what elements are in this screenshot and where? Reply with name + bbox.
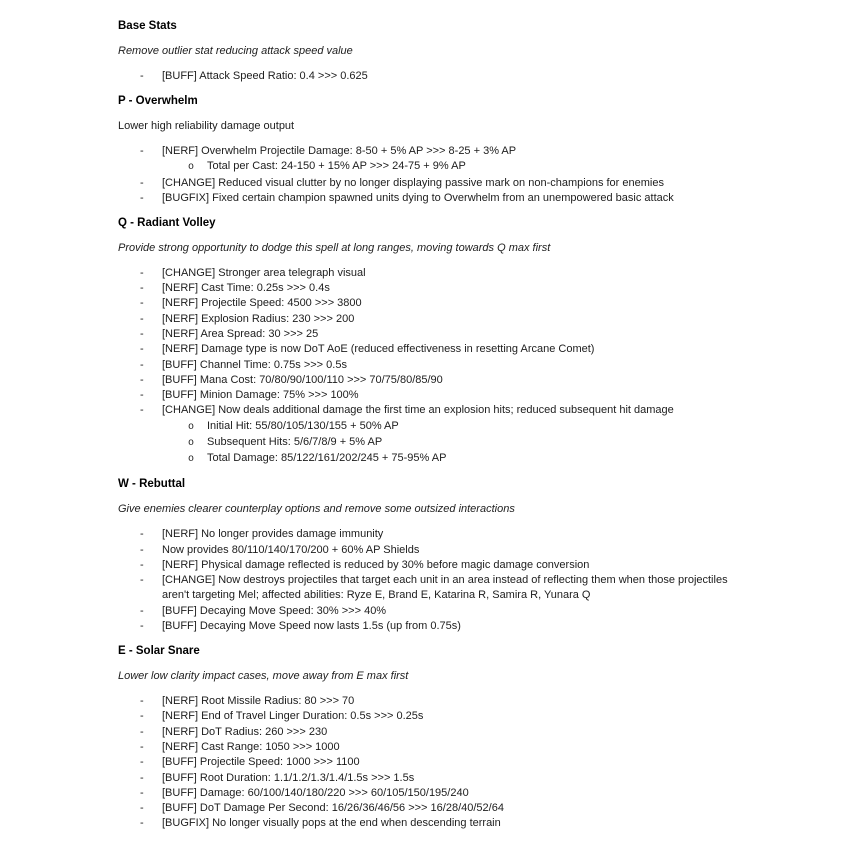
item-text: Subsequent Hits: 5/6/7/8/9 + 5% AP	[207, 436, 383, 449]
item-text: [NERF] Overwhelm Projectile Damage: 8-50 + 5% AP >>> 8-25 + 3% AP	[162, 144, 517, 157]
change-item	[118, 191, 738, 206]
change-item	[118, 771, 738, 786]
change-item	[118, 176, 738, 191]
section-summary: Remove outlier stat reducing attack speed value	[118, 44, 353, 57]
change-item	[118, 543, 738, 558]
bullet-marker: -	[140, 282, 144, 295]
change-item	[118, 388, 738, 403]
section-summary: Give enemies clearer counterplay options and remove some outsized interactions	[118, 503, 515, 516]
bullet-marker: o	[188, 454, 195, 466]
change-item	[118, 816, 738, 831]
change-item	[118, 740, 738, 755]
change-item	[118, 725, 738, 740]
change-item	[118, 266, 738, 281]
item-text: [CHANGE] Now deals additional damage the first time an explosion hits; reduced subsequent hit damage	[162, 404, 674, 417]
bullet-marker: -	[140, 543, 144, 556]
bullet-marker: -	[140, 266, 144, 279]
item-text: [BUGFIX] Fixed certain champion spawned units dying to Overwhelm from an unempowered basic attack	[162, 191, 674, 204]
bullet-marker: -	[140, 176, 144, 189]
change-list	[118, 69, 738, 84]
item-text: [NERF] Damage type is now DoT AoE (reduced effectiveness in resetting Arcane Comet)	[162, 343, 595, 356]
change-item	[118, 419, 738, 435]
change-item	[118, 296, 738, 311]
bullet-marker: -	[140, 358, 144, 371]
change-item	[118, 373, 738, 388]
patch-section	[118, 19, 738, 84]
patch-section	[118, 644, 738, 832]
item-text: [BUFF] Decaying Move Speed now lasts 1.5s (up from 0.75s)	[162, 620, 461, 633]
item-text: [BUFF] Projectile Speed: 1000 >>> 1100	[162, 756, 360, 769]
item-text: Now provides 80/110/140/170/200 + 60% AP Shields	[162, 543, 420, 556]
change-item	[118, 451, 738, 467]
change-item	[118, 312, 738, 327]
bullet-marker: -	[140, 327, 144, 340]
item-text: [NERF] No longer provides damage immunity	[162, 528, 384, 541]
item-text: [NERF] Explosion Radius: 230 >>> 200	[162, 312, 355, 325]
change-item	[118, 342, 738, 357]
bullet-marker: -	[140, 725, 144, 738]
change-item	[118, 358, 738, 373]
change-item	[118, 527, 738, 542]
change-item	[118, 403, 738, 418]
change-item	[118, 144, 738, 159]
change-item	[118, 604, 738, 619]
bullet-marker: -	[140, 297, 144, 310]
bullet-marker: -	[140, 786, 144, 799]
change-item	[118, 755, 738, 770]
bullet-marker: -	[140, 558, 144, 571]
item-text: [NERF] Area Spread: 30 >>> 25	[162, 327, 319, 340]
item-text: [BUFF] Minion Damage: 75% >>> 100%	[162, 389, 359, 402]
item-text: [NERF] Cast Range: 1050 >>> 1000	[162, 740, 340, 753]
item-text: [NERF] Cast Time: 0.25s >>> 0.4s	[162, 282, 330, 295]
item-text: Total Damage: 85/122/161/202/245 + 75-95% AP	[207, 452, 447, 465]
bullet-marker: -	[140, 373, 144, 386]
item-text: [NERF] Projectile Speed: 4500 >>> 3800	[162, 297, 362, 310]
item-text: [CHANGE] Reduced visual clutter by no longer displaying passive mark on non-champions for enemies	[162, 176, 664, 189]
section-summary: Lower high reliability damage output	[118, 119, 295, 132]
item-text: [NERF] Physical damage reflected is reduced by 30% before magic damage conversion	[162, 558, 590, 571]
change-list	[118, 694, 738, 832]
bullet-marker: -	[140, 802, 144, 815]
item-text: [CHANGE] Stronger area telegraph visual	[162, 266, 366, 279]
bullet-marker: -	[140, 343, 144, 356]
bullet-marker: o	[188, 421, 195, 433]
bullet-marker: o	[188, 438, 195, 450]
bullet-marker: -	[140, 620, 144, 633]
bullet-marker: -	[140, 69, 144, 82]
patch-notes	[118, 19, 738, 841]
item-text: [BUFF] Channel Time: 0.75s >>> 0.5s	[162, 358, 347, 371]
bullet-marker: -	[140, 389, 144, 402]
item-text: [NERF] DoT Radius: 260 >>> 230	[162, 725, 328, 738]
section-title: Q - Radiant Volley	[118, 216, 216, 229]
item-text: [BUFF] Damage: 60/100/140/180/220 >>> 60/105/150/195/240	[162, 786, 469, 799]
bullet-marker: -	[140, 695, 144, 708]
bullet-marker: -	[140, 144, 144, 157]
patch-section	[118, 216, 738, 468]
bullet-marker: -	[140, 528, 144, 541]
change-item	[118, 801, 738, 816]
bullet-marker: -	[140, 771, 144, 784]
change-item	[118, 619, 738, 634]
bullet-marker: -	[140, 604, 144, 617]
item-text: [BUFF] Mana Cost: 70/80/90/100/110 >>> 70/75/80/85/90	[162, 373, 443, 386]
bullet-marker: -	[140, 312, 144, 325]
patch-section	[118, 477, 738, 634]
change-list	[118, 266, 738, 468]
item-text: [NERF] Root Missile Radius: 80 >>> 70	[162, 695, 355, 708]
section-title: P - Overwhelm	[118, 94, 198, 107]
bullet-marker: -	[140, 191, 144, 204]
change-item	[118, 281, 738, 296]
patch-section	[118, 94, 738, 206]
change-list	[118, 527, 738, 634]
item-text: Total per Cast: 24-150 + 15% AP >>> 24-75 + 9% AP	[207, 160, 466, 173]
change-item	[118, 558, 738, 573]
change-item	[118, 327, 738, 342]
section-summary: Provide strong opportunity to dodge this spell at long ranges, moving towards Q max first	[118, 241, 551, 254]
section-title: Base Stats	[118, 20, 177, 32]
change-list	[118, 144, 738, 206]
change-item	[118, 709, 738, 724]
bullet-marker: o	[188, 162, 195, 174]
bullet-marker: -	[140, 710, 144, 723]
item-text: [BUFF] DoT Damage Per Second: 16/26/36/46/56 >>> 16/28/40/52/64	[162, 802, 504, 815]
change-item	[118, 159, 738, 175]
item-text: Initial Hit: 55/80/105/130/155 + 50% AP	[207, 419, 399, 432]
section-title: W - Rebuttal	[118, 478, 186, 491]
item-text: [BUGFIX] No longer visually pops at the end when descending terrain	[162, 817, 501, 830]
item-text: [BUFF] Attack Speed Ratio: 0.4 >>> 0.625	[162, 69, 368, 82]
item-text: [BUFF] Root Duration: 1.1/1.2/1.3/1.4/1.5s >>> 1.5s	[162, 771, 415, 784]
section-summary: Lower low clarity impact cases, move away from E max first	[118, 670, 409, 683]
bullet-marker: -	[140, 817, 144, 830]
item-text: [CHANGE] Now destroys projectiles that target each unit in an area instead of reflecting them when those projectiles aren't targeting Mel; affected abilities: Ryze E, Brand E, Katarina R, Samira R, Yunara Q	[162, 574, 728, 602]
item-text: [BUFF] Decaying Move Speed: 30% >>> 40%	[162, 604, 387, 617]
change-item	[118, 694, 738, 709]
change-item	[118, 786, 738, 801]
bullet-marker: -	[140, 756, 144, 769]
item-text: [NERF] End of Travel Linger Duration: 0.5s >>> 0.25s	[162, 710, 424, 723]
bullet-marker: -	[140, 404, 144, 417]
bullet-marker: -	[140, 740, 144, 753]
change-item	[118, 69, 738, 84]
change-item	[118, 573, 738, 604]
section-title: E - Solar Snare	[118, 645, 200, 658]
change-item	[118, 435, 738, 451]
bullet-marker: -	[140, 574, 144, 587]
